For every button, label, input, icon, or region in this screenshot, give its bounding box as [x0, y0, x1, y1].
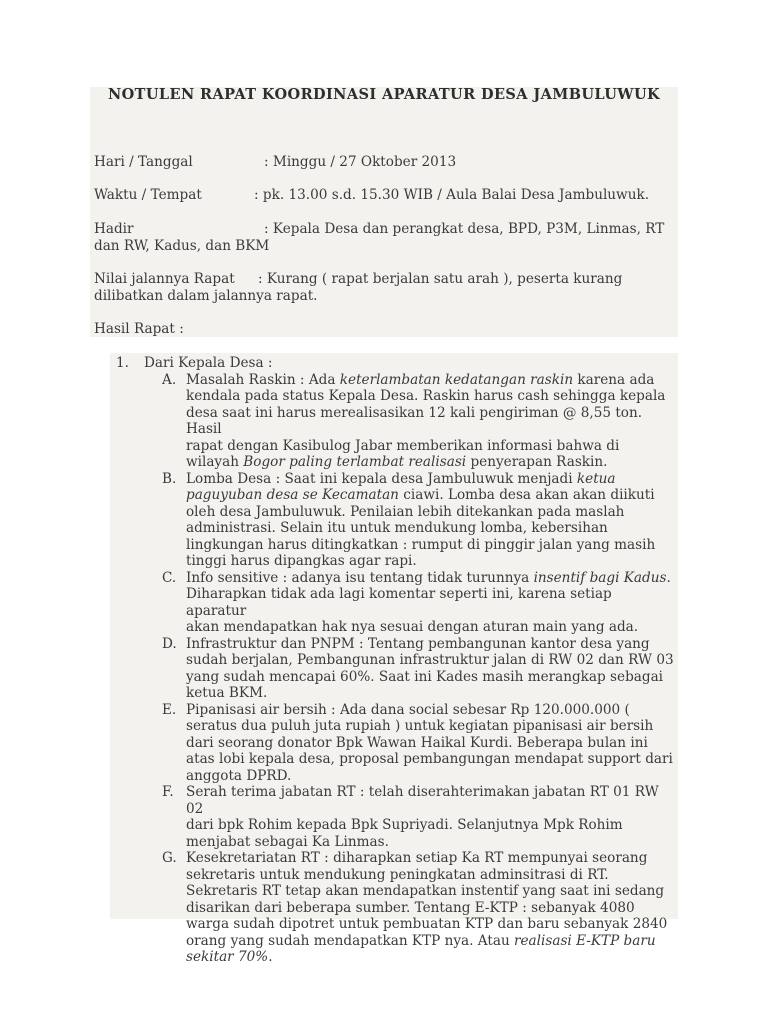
text-line [186, 669, 676, 686]
emphasized-text: Bogor paling terlambat realisasi [243, 454, 467, 470]
sub-item-letter: D. [162, 635, 177, 652]
text-line [186, 504, 676, 521]
text-line [186, 372, 676, 389]
text-line [186, 685, 676, 702]
text-line [186, 471, 676, 488]
text-run: ketua BKM. [186, 685, 268, 701]
text-run: sekretaris untuk mendukung peningkatan adminsitrasi di RT. [186, 866, 609, 883]
text-line [186, 487, 676, 504]
text-run: karena ada [573, 371, 655, 388]
text-line [186, 916, 676, 933]
text-line [186, 454, 676, 471]
list-item-label: Dari Kepala Desa : [144, 355, 273, 371]
text-line [186, 718, 676, 735]
text-line [186, 933, 676, 950]
text-run: Kesekretariatan RT : diharapkan setiap Ka RT mempunyai seorang [186, 850, 648, 866]
text-run: sudah berjalan, Pembangunan infrastruktur jalan di RW 02 dan RW 03 [186, 652, 674, 668]
text-run: lingkungan harus ditingkatkan : rumput di pinggir jalan yang masih [186, 536, 656, 553]
field-label: Nilai jalannya Rapat [94, 271, 235, 287]
text-run: . [268, 949, 273, 965]
text-line [186, 949, 676, 966]
hasil-rapat-list [112, 355, 676, 966]
text-line [186, 405, 676, 438]
text-run: dari bpk Rohim kepada Bpk Supriyadi. Selanjutnya Mpk Rohim [186, 817, 623, 833]
text-run: orang yang sudah mendapatkan KTP nya. Atau [186, 932, 515, 949]
sub-item-text [186, 850, 676, 966]
list-item [112, 355, 676, 372]
field-value: : Minggu / 27 Oktober 2013 [264, 154, 457, 170]
text-run: kendala pada status Kepala Desa. Raskin harus cash sehingga kepala [186, 388, 666, 404]
sub-item-text [186, 636, 676, 702]
sub-item-letter: B. [162, 470, 177, 487]
emphasized-text: insentif bagi Kadus [533, 569, 667, 586]
emphasized-text: paguyuban desa se Kecamatan [186, 487, 399, 503]
text-line [186, 751, 676, 768]
text-run: Serah terima jabatan RT : telah diserahterimakan jabatan RT 01 RW 02 [186, 784, 659, 817]
field-waktu-tempat [94, 187, 674, 204]
sub-item-g [162, 850, 676, 966]
sub-item-letter: F. [162, 784, 174, 800]
text-run: rapat dengan Kasibulog Jabar memberikan informasi bahwa di [186, 437, 620, 454]
text-line [186, 388, 676, 405]
sub-item-text [186, 570, 676, 636]
text-run: atas lobi kepala desa, proposal pembangungan mendapat support dari [186, 751, 673, 767]
text-run: Lomba Desa : Saat ini kepala desa Jambuluwuk menjadi [186, 470, 577, 487]
text-run: penyerapan Raskin. [466, 454, 608, 470]
text-run: akan mendapatkan hak nya sesuai dengan aturan main yang ada. [186, 619, 639, 635]
text-run: warga sudah dipotret untuk pembuatan KTP dan baru sebanyak 2840 [186, 916, 668, 932]
sub-item-letter: C. [162, 569, 177, 586]
text-line [186, 850, 676, 867]
field-value: : pk. 13.00 s.d. 15.30 WIB / Aula Balai Desa Jambuluwuk. [254, 187, 650, 203]
field-value: : Kepala Desa dan perangkat desa, BPD, P3M, Linmas, RT [264, 221, 665, 237]
text-run: disarikan dari beberapa sumber. Tentang E-KTP : sebanyak 4080 [186, 899, 635, 916]
text-run: Info sensitive : adanya isu tentang tidak turunnya [186, 569, 534, 586]
text-run: Infrastruktur dan PNPM : Tentang pembangunan kantor desa yang [186, 635, 650, 652]
sub-item-a [162, 372, 676, 471]
text-run: yang sudah mencapai 60%. Saat ini Kades masih merangkap sebagai [186, 668, 664, 685]
text-line [186, 768, 676, 785]
text-run: desa saat ini harus merealisasikan 12 kali pengiriman @ 8,55 ton. Hasil [186, 404, 643, 437]
sub-item-letter: G. [162, 850, 177, 866]
emphasized-text: realisasi E-KTP baru [514, 932, 656, 949]
text-line [186, 817, 676, 834]
text-run: menjabat sebagai Ka Linmas. [186, 833, 389, 850]
text-run: . [666, 569, 671, 586]
sub-item-text [186, 471, 676, 570]
text-run: Sekretaris RT tetap akan mendapatkan instentif yang saat ini sedang [186, 883, 665, 899]
field-hadir [94, 221, 674, 255]
text-run: Diharapkan tidak ada lagi komentar seperti ini, karena setiap aparatur [186, 586, 612, 619]
emphasized-text: ketua [576, 470, 616, 487]
field-hari-tanggal [94, 154, 674, 171]
text-line [186, 619, 676, 636]
text-run: wilayah [186, 454, 244, 470]
field-value: : Kurang ( rapat berjalan satu arah ), peserta kurang [258, 271, 623, 287]
document-title: NOTULEN RAPAT KOORDINASI APARATUR DESA JAMBULUWUK [107, 86, 661, 103]
text-run: dari seorang donator Bpk Wawan Haikal Kurdi. Beberapa bulan ini [186, 734, 648, 751]
text-run: seratus dua puluh juta rupiah ) untuk kegiatan pipanisasi air bersih [186, 718, 654, 734]
field-nilai-rapat [94, 271, 674, 305]
emphasized-text: sekitar 70% [186, 949, 269, 965]
sub-item-text [186, 784, 676, 850]
text-line [186, 636, 676, 653]
text-run: Masalah Raskin : Ada [186, 371, 340, 388]
sub-item-b [162, 471, 676, 570]
text-run: tinggi harus dipangkas agar rapi. [186, 553, 417, 569]
text-line [186, 553, 676, 570]
hasil-rapat-heading: Hasil Rapat : [94, 321, 184, 337]
text-run: ciawi. Lomba desa akan akan diikuti [398, 487, 655, 503]
text-line [186, 883, 676, 900]
text-run: anggota DPRD. [186, 767, 292, 784]
sub-item-c [162, 570, 676, 636]
sub-item-text [186, 372, 676, 471]
sub-item-text [186, 702, 676, 785]
text-line [186, 900, 676, 917]
emphasized-text: keterlambatan kedatangan raskin [339, 371, 574, 388]
sub-item-d [162, 636, 676, 702]
text-line [186, 438, 676, 455]
text-line [186, 867, 676, 884]
sub-item-letter: E. [162, 701, 177, 718]
sub-item-f [162, 784, 676, 850]
text-line [186, 537, 676, 554]
text-run: Pipanisasi air bersih : Ada dana social sebesar Rp 120.000.000 ( [186, 701, 630, 718]
text-line [186, 652, 676, 669]
list-item-number: 1. [116, 355, 129, 371]
sub-list [112, 372, 676, 966]
text-line [186, 702, 676, 719]
text-line [186, 570, 676, 587]
field-value-continued: dilibatkan dalam jalannya rapat. [94, 288, 318, 304]
text-line [186, 520, 676, 537]
text-line [186, 586, 676, 619]
field-label: Hari / Tanggal [94, 154, 193, 170]
field-label: Waktu / Tempat [94, 187, 202, 203]
text-line [186, 834, 676, 851]
field-label: Hadir [94, 221, 134, 237]
field-value-continued: dan RW, Kadus, dan BKM [94, 238, 270, 254]
sub-item-e [162, 702, 676, 785]
sub-item-letter: A. [162, 371, 177, 388]
text-line [186, 784, 676, 817]
text-line [186, 735, 676, 752]
text-run: oleh desa Jambuluwuk. Penilaian lebih ditekankan pada maslah [186, 503, 625, 520]
text-run: administrasi. Selain itu untuk mendukung lomba, kebersihan [186, 520, 608, 536]
